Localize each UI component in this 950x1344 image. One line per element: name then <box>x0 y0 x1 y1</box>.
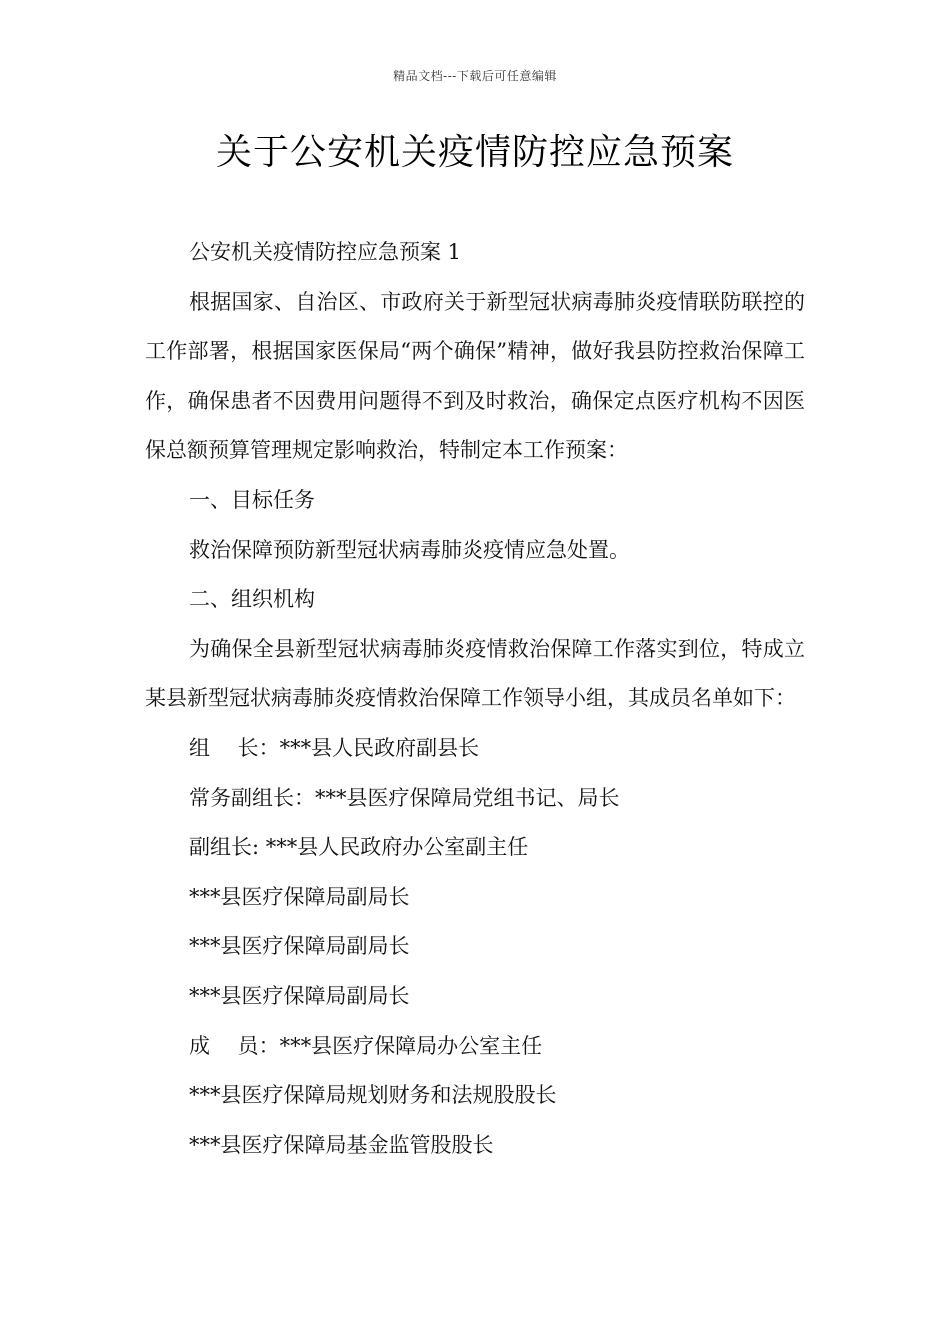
section-heading: 公安机关疫情防控应急预案 1 <box>189 240 462 264</box>
member-line: ***县医疗保障局副局长 <box>189 983 410 1008</box>
paragraph-organization: 为确保全县新型冠状病毒肺炎疫情救治保障工作落实到位，特成立某县新型冠状病毒肺炎疫情救治保障工作领导小组，其成员名单如下： <box>145 636 805 711</box>
document-title: 关于公安机关疫情防控应急预案 <box>215 132 734 173</box>
member-line: 组 长：***县人民政府副县长 <box>189 735 480 760</box>
member-line: ***县医疗保障局副局长 <box>189 934 410 959</box>
header-note: 精品文档---下载后可任意编辑 <box>393 69 557 83</box>
member-line: ***县医疗保障局副局长 <box>189 884 410 909</box>
section-heading: 一、目标任务 <box>189 487 315 512</box>
member-line: 常务副组长：***县医疗保障局党组书记、局长 <box>189 785 620 810</box>
section-heading: 二、组织机构 <box>189 587 315 612</box>
paragraph-intro: 根据国家、自治区、市政府关于新型冠状病毒肺炎疫情联防联控的工作部署，根据国家医保局“两个确保”精神，做好我县防控救治保障工作，确保患者不因费用问题得不到及时救治，确保定点医疗机构不因医保总额预算管理规定影响救治，特制定本工作预案： <box>145 289 805 463</box>
document-body <box>145 228 805 1170</box>
member-line: ***县医疗保障局规划财务和法规股股长 <box>189 1083 557 1108</box>
paragraph-goal: 救治保障预防新型冠状病毒肺炎疫情应急处置。 <box>189 537 630 562</box>
member-line: ***县医疗保障局基金监管股股长 <box>189 1132 494 1157</box>
member-line: 成 员：***县医疗保障局办公室主任 <box>189 1033 543 1058</box>
member-line: 副组长: ***县人民政府办公室副主任 <box>189 835 529 860</box>
